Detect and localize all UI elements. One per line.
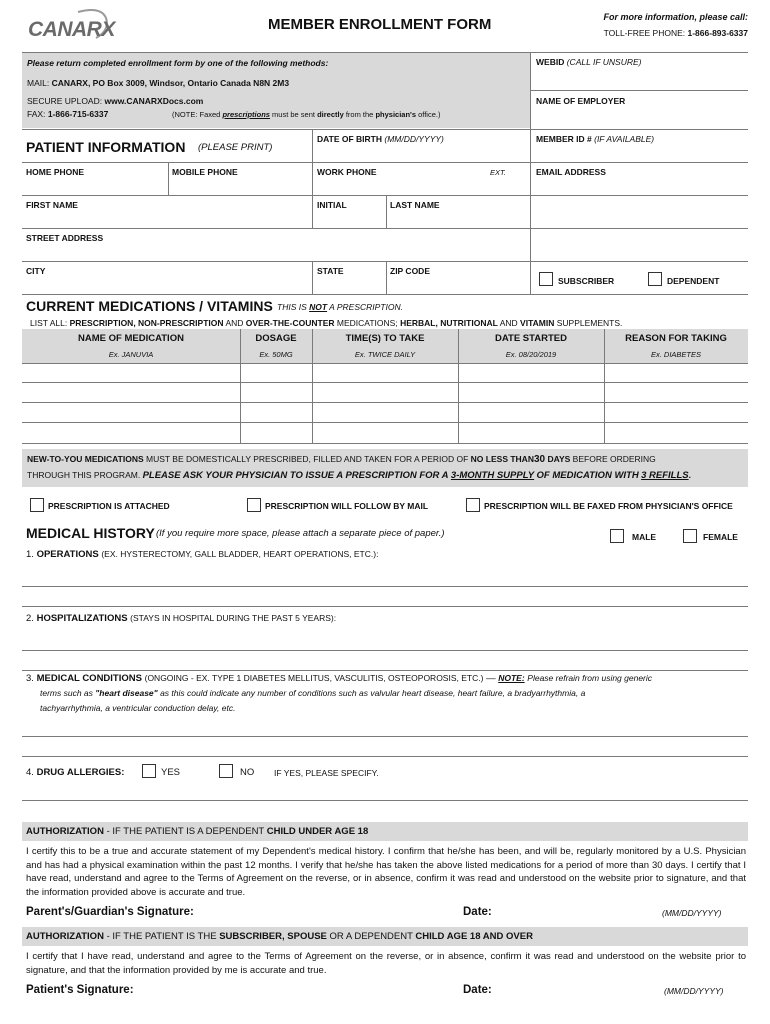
allergy-yes-label: YES — [161, 767, 181, 778]
patient-date-field[interactable] — [500, 980, 650, 998]
q3-part: as this could indicate any number of conditions such as valvular heart disease, heart failure, a bradyarrhythmia, a — [160, 688, 586, 698]
answer-line[interactable] — [22, 800, 748, 801]
dependent-label: DEPENDENT — [667, 276, 720, 286]
nm-part: 3 REFILLS — [641, 470, 689, 481]
work-phone-field[interactable] — [313, 163, 529, 195]
example-dosage: Ex. 50MG — [259, 350, 293, 359]
q1-label: OPERATIONS — [36, 549, 99, 560]
first-name-field[interactable] — [23, 196, 312, 228]
q4-line — [26, 767, 124, 778]
list-part: SUPPLEMENTS. — [556, 318, 623, 328]
member-id-hint: (IF AVAILABLE) — [594, 134, 655, 144]
guardian-signature-field[interactable] — [215, 902, 455, 920]
home-phone-label: HOME PHONE — [26, 167, 85, 177]
answer-line[interactable] — [22, 756, 748, 757]
webid-field[interactable] — [531, 52, 748, 90]
auth-part: - IF THE PATIENT IS A DEPENDENT — [103, 826, 267, 837]
male-checkbox[interactable] — [610, 529, 624, 543]
sub-part: A PRESCRIPTION. — [327, 302, 403, 312]
col-header-times: TIME(S) TO TAKE — [345, 333, 425, 344]
member-id-text: MEMBER ID # — [536, 134, 592, 144]
list-part: VITAMIN — [520, 318, 555, 328]
webid-hint: (CALL IF UNSURE) — [566, 57, 642, 67]
example-date: Ex. 08/20/2019 — [505, 350, 557, 359]
mobile-phone-field[interactable] — [169, 163, 312, 195]
upload-site[interactable]: www.CANARXDocs.com — [104, 96, 204, 106]
q2-hint: (STAYS IN HOSPITAL DURING THE PAST 5 YEARS): — [130, 613, 337, 623]
note-part: must be sent — [269, 110, 318, 119]
auth-child-title — [26, 826, 368, 837]
list-part: LIST ALL: — [30, 318, 68, 328]
email-field[interactable] — [531, 163, 748, 195]
nm-part: BEFORE ORDERING — [572, 454, 656, 464]
upload-line — [27, 96, 203, 106]
example-reason: Ex. DIABETES — [650, 350, 701, 359]
patient-signature-label: Patient's Signature: — [26, 984, 134, 996]
list-part: OVER-THE-COUNTER — [245, 318, 335, 328]
divider — [22, 52, 748, 53]
q1-num: 1. — [26, 549, 34, 560]
guardian-date-field[interactable] — [500, 902, 650, 920]
sub-part: THIS IS — [277, 302, 310, 312]
q3-line2 — [40, 688, 585, 698]
q1-line — [26, 549, 378, 560]
dob-field[interactable] — [313, 130, 529, 162]
list-part: PRESCRIPTION, NON-PRESCRIPTION — [69, 318, 224, 328]
auth-part: - IF THE PATIENT IS THE — [103, 931, 220, 942]
webid-text: WEBID — [536, 57, 565, 67]
guardian-date-label: Date: — [463, 906, 492, 918]
nm-part: 30 — [533, 454, 546, 465]
new-meds-line2 — [27, 470, 691, 481]
note-part: directly — [317, 110, 344, 119]
nm-part: DAYS — [547, 454, 571, 464]
female-checkbox[interactable] — [683, 529, 697, 543]
q3-num: 3. — [26, 673, 34, 684]
fax-number: 1-866-715-6337 — [47, 109, 109, 119]
q3-line3: tachyarrhythmia, a ventricular conduction delay, etc. — [40, 703, 236, 713]
list-part: MEDICATIONS; — [336, 318, 398, 328]
sub-not: NOT — [309, 302, 328, 312]
employer-label: NAME OF EMPLOYER — [536, 96, 626, 106]
street-label: STREET ADDRESS — [26, 233, 104, 243]
answer-line[interactable] — [22, 736, 748, 737]
patient-date-label: Date: — [463, 984, 492, 996]
q4-num: 4. — [26, 767, 34, 778]
q1-hint: (EX. HYSTERECTOMY, GALL BLADDER, HEART OPERATIONS, ETC.): — [101, 549, 379, 559]
nm-part: THROUGH THIS PROGRAM. — [27, 470, 141, 480]
note-part: prescriptions — [222, 110, 270, 119]
answer-line[interactable] — [22, 606, 748, 607]
form-title: MEMBER ENROLLMENT FORM — [268, 16, 492, 33]
toll-free-line — [604, 28, 748, 38]
example-times: Ex. TWICE DAILY — [354, 350, 416, 359]
last-name-label: LAST NAME — [390, 200, 440, 210]
medication-row[interactable] — [22, 364, 748, 383]
logo-text: CANARX — [28, 18, 115, 41]
state-field[interactable] — [313, 262, 386, 294]
male-label: MALE — [632, 532, 657, 542]
rx-mail-label: PRESCRIPTION WILL FOLLOW BY MAIL — [265, 501, 429, 511]
guardian-date-hint: (MM/DD/YYYY) — [662, 908, 722, 918]
initial-field[interactable] — [313, 196, 386, 228]
rx-fax-checkbox[interactable] — [466, 498, 480, 512]
history-hint: (If you require more space, please attach a separate piece of paper.) — [156, 528, 445, 539]
nm-part: OF MEDICATION WITH — [536, 470, 639, 481]
rx-attached-checkbox[interactable] — [30, 498, 44, 512]
rx-attached-label: PRESCRIPTION IS ATTACHED — [48, 501, 170, 511]
note-part: physician's — [375, 110, 416, 119]
city-label: CITY — [26, 266, 46, 276]
mail-label: MAIL: — [27, 78, 50, 88]
mobile-phone-label: MOBILE PHONE — [172, 167, 238, 177]
fax-line — [27, 109, 108, 119]
auth-part: AUTHORIZATION — [26, 826, 104, 837]
home-phone-field[interactable] — [23, 163, 168, 195]
allergy-no-checkbox[interactable] — [219, 764, 233, 778]
auth-part: CHILD AGE 18 AND OVER — [415, 931, 533, 942]
auth-part: SUBSCRIBER, SPOUSE — [219, 931, 327, 942]
nm-part: MUST BE DOMESTICALLY PRESCRIBED, FILLED AND TAKEN FOR A PERIOD OF — [146, 454, 469, 464]
zip-label: ZIP CODE — [390, 266, 430, 276]
email-label: EMAIL ADDRESS — [536, 167, 606, 177]
mail-line — [27, 78, 289, 88]
answer-line[interactable] — [22, 670, 748, 671]
q2-label: HOSPITALIZATIONS — [36, 613, 128, 624]
list-all-line — [30, 318, 622, 328]
nm-part: NEW-TO-YOU MEDICATIONS — [27, 454, 144, 464]
member-id-field[interactable] — [531, 130, 748, 162]
city-field[interactable] — [23, 262, 312, 294]
street-field[interactable] — [23, 229, 748, 261]
dob-hint: (MM/DD/YYYY) — [384, 134, 444, 144]
dependent-checkbox[interactable] — [648, 272, 662, 286]
q3-dash: — — [486, 673, 496, 684]
new-meds-line1 — [27, 454, 656, 465]
zip-field[interactable] — [387, 262, 530, 294]
auth-adult-title — [26, 931, 533, 942]
auth-part: CHILD UNDER AGE 18 — [266, 826, 369, 837]
guardian-signature-label: Parent's/Guardian's Signature: — [26, 906, 194, 918]
note-part: office.) — [416, 110, 441, 119]
first-name-label: FIRST NAME — [26, 200, 78, 210]
mail-address: CANARX, PO Box 3009, Windsor, Ontario Canada N8N 2M3 — [51, 78, 290, 88]
medications-subtitle — [277, 302, 403, 312]
nm-part: PLEASE ASK YOUR PHYSICIAN TO ISSUE A PRESCRIPTION FOR A — [142, 470, 449, 481]
female-label: FEMALE — [703, 532, 738, 542]
list-part: AND — [225, 318, 244, 328]
note-part: (NOTE: Faxed — [172, 110, 223, 119]
q3-part: "heart disease" — [95, 688, 158, 698]
patient-signature-field[interactable] — [150, 980, 450, 998]
nm-part: 3-MONTH SUPPLY — [450, 470, 535, 481]
medication-row[interactable] — [22, 404, 748, 423]
col-header-reason: REASON FOR TAKING — [625, 333, 727, 344]
dob-text: DATE OF BIRTH — [317, 134, 383, 144]
divider — [530, 90, 748, 91]
return-heading: Please return completed enrollment form by one of the following methods: — [27, 58, 329, 68]
upload-label: SECURE UPLOAD: — [27, 96, 103, 106]
nm-part: NO LESS THAN — [470, 454, 534, 464]
rx-fax-label: PRESCRIPTION WILL BE FAXED FROM PHYSICIAN'S OFFICE — [484, 501, 733, 511]
auth-part: OR A DEPENDENT — [326, 931, 416, 942]
allergy-hint: IF YES, PLEASE SPECIFY. — [274, 768, 379, 778]
divider — [22, 294, 748, 295]
q2-line — [26, 613, 336, 624]
q2-num: 2. — [26, 613, 34, 624]
answer-line[interactable] — [22, 586, 748, 587]
q3-line — [26, 673, 652, 684]
last-name-field[interactable] — [387, 196, 748, 228]
example-name: Ex. JANUVIA — [108, 350, 154, 359]
q3-note: NOTE: — [498, 673, 525, 683]
q3-part: terms such as — [40, 688, 93, 698]
patient-info-title: PATIENT INFORMATION — [26, 139, 186, 155]
q3-label: MEDICAL CONDITIONS — [36, 673, 142, 684]
fax-note — [172, 110, 440, 119]
auth-adult-text: I certify that I have read, understand and agree to the Terms of Agreement on the reverse, or in absence, confirm it was read and understood on the website prior to signature, and that the information provided by me is accurate and true. — [26, 951, 746, 976]
col-header-dosage: DOSAGE — [255, 333, 297, 344]
auth-child-text: I certify this to be a true and accurate statement of my Dependent's medical history. I confirm that he/she has been, and will be, regularly monitored by a U.S. Physician and has had a physical examination within the past 12 months. I verify that he/she has taken the above listed medications for a period of more than 30 days. I certify that I have read, understand and agree to the Terms of Agreement on the reverse, or in absence, confirm it was read and understood on the website prior to signature, and that the information provided above is accurate and true. — [26, 846, 746, 898]
ext-label: EXT. — [490, 168, 506, 177]
employer-field[interactable] — [531, 91, 748, 129]
rx-mail-checkbox[interactable] — [247, 498, 261, 512]
fax-label: FAX: — [27, 109, 46, 119]
patient-date-hint: (MM/DD/YYYY) — [664, 986, 724, 996]
answer-line[interactable] — [22, 650, 748, 651]
nm-part: . — [688, 470, 691, 480]
history-title: MEDICAL HISTORY — [26, 525, 155, 541]
note-part: from the — [343, 110, 376, 119]
auth-part: AUTHORIZATION — [26, 931, 104, 942]
state-label: STATE — [317, 266, 344, 276]
subscriber-checkbox[interactable] — [539, 272, 553, 286]
col-header-date: DATE STARTED — [495, 333, 567, 344]
initial-label: INITIAL — [317, 200, 347, 210]
list-part: AND — [499, 318, 518, 328]
q4-label: DRUG ALLERGIES: — [36, 767, 125, 778]
toll-free-phone: 1-866-893-6337 — [687, 28, 748, 38]
medications-title: CURRENT MEDICATIONS / VITAMINS — [26, 298, 273, 314]
toll-free-label: TOLL-FREE PHONE: — [603, 28, 686, 38]
allergy-no-label: NO — [240, 767, 255, 778]
col-header-name: NAME OF MEDICATION — [78, 333, 184, 344]
list-part: HERBAL, NUTRITIONAL — [400, 318, 498, 328]
work-phone-label: WORK PHONE — [317, 167, 377, 177]
please-print: (PLEASE PRINT) — [198, 142, 273, 153]
subscriber-label: SUBSCRIBER — [558, 276, 615, 286]
q3-note-text: Please refrain from using generic — [527, 673, 653, 683]
q3-hint: (ONGOING - EX. TYPE 1 DIABETES MELLITUS, VASCULITIS, OSTEOPOROSIS, ETC.) — [144, 673, 484, 683]
allergy-yes-checkbox[interactable] — [142, 764, 156, 778]
medication-row[interactable] — [22, 384, 748, 403]
medication-row[interactable] — [22, 424, 748, 444]
info-line: For more information, please call: — [603, 12, 748, 22]
logo — [26, 8, 118, 44]
